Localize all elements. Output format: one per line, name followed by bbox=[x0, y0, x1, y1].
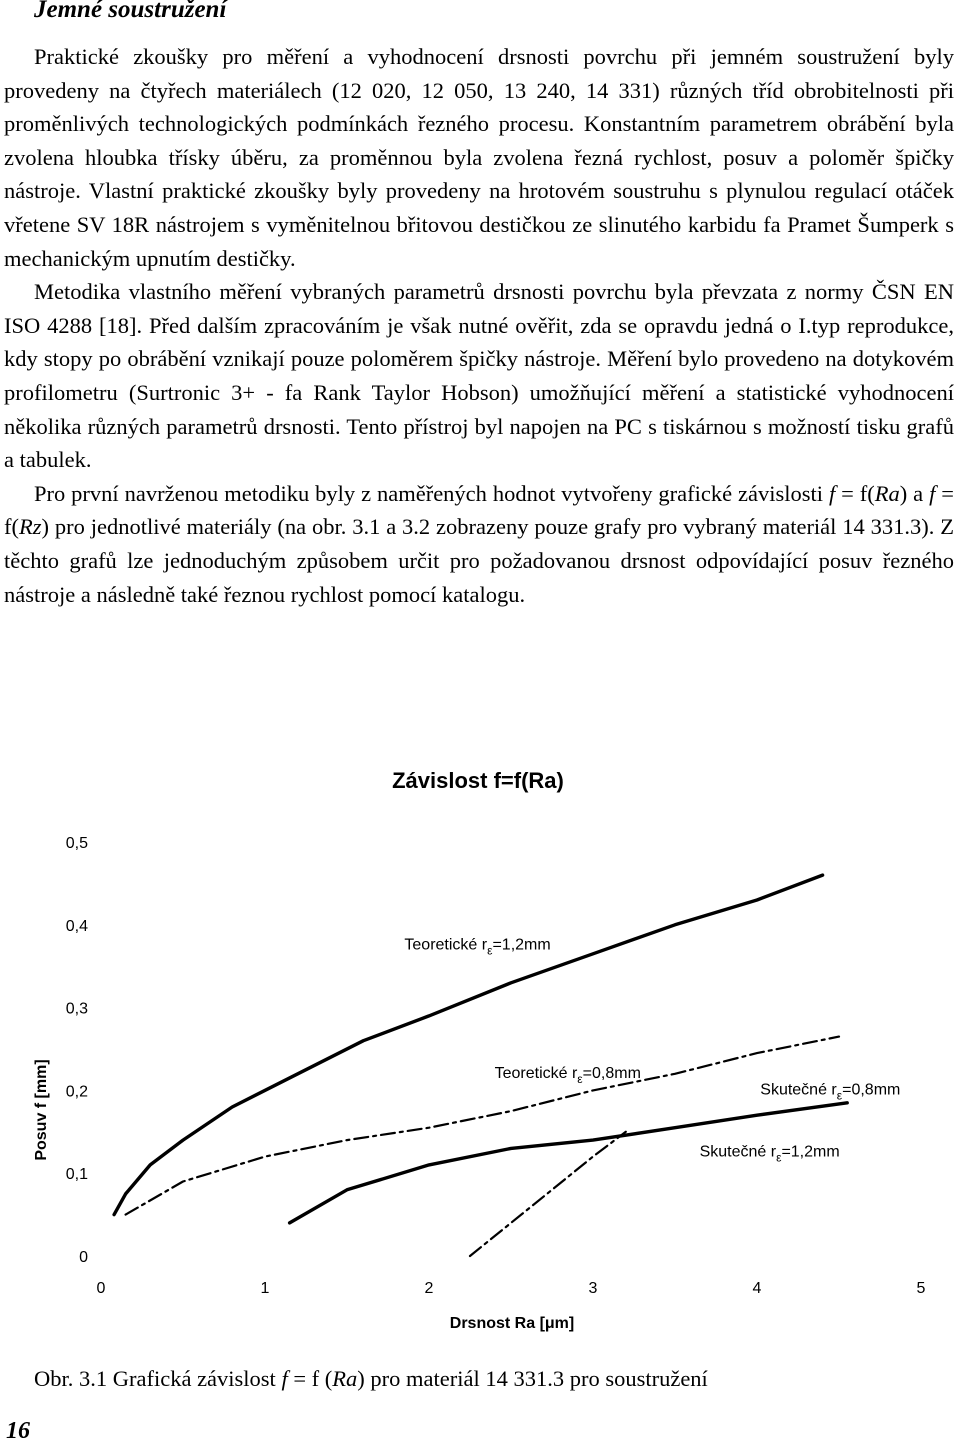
paragraph-segment: Metodika vlastního měření vybraných parametrů drsnosti povrchu byla převzata z normy ČSN EN ISO 4288 [18]. Před dalším zpracováním je však nutné ověřit, zda se opravdu jedná o I.typ reprodukce, kdy stopy po obrábění vznikají pouze poloměrem špičky nástroje. Měření bylo provedeno na dotykovém profilometru (Surtronic 3+ - fa Rank Taylor Hobson) umožňující měření a statistické vyhodnocení několika různých parametrů drsnosti. Tento přístroj byl napojen na PC s tiskárnou s možností tisku grafů a tabulek. bbox=[4, 279, 954, 473]
x-tick-label: 2 bbox=[424, 1280, 434, 1297]
x-tick-label: 4 bbox=[752, 1280, 762, 1297]
series-label-4: Skutečné $r_\varepsilon=1,2mm$ bbox=[699, 1143, 840, 1165]
x-tick-labels bbox=[97, 1280, 926, 1297]
body-text bbox=[4, 40, 954, 611]
paragraph-segment: = f( bbox=[4, 480, 954, 540]
paragraph-segment: = f( bbox=[835, 480, 875, 506]
page-number: 16 bbox=[6, 1418, 30, 1444]
paragraph-segment: ) pro jednotlivé materiály (na obr. 3.1 a 3.2 zobrazeny pouze grafy pro vybraný materiál 14 331.3). Z těchto grafů lze jednoduchým způsobem určit pro požadovanou drsnost odpovídající posuv řezného nástroje a následně také řeznou rychlost pomocí katalogu. bbox=[4, 514, 954, 607]
paragraph-segment: ) a bbox=[899, 480, 930, 506]
caption-segment: Ra bbox=[332, 1366, 358, 1391]
y-tick-label: 0,5 bbox=[65, 835, 88, 852]
figure-caption bbox=[34, 1366, 708, 1392]
x-tick-label: 1 bbox=[260, 1280, 270, 1297]
paragraph-segment: Praktické zkoušky pro měření a vyhodnocení drsnosti povrchu při jemném soustružení byly provedeny na čtyřech materiálech (12 020, 12 050, 13 240, 14 331) různých tříd obrobitelnosti při proměnlivých technologických podmínkách řezného procesu. Konstantním parametrem obrábění byla zvolena hloubka třísky úběru, za proměnnou byla zvolena řezná rychlost, posuv a poloměr špičky nástroje. Vlastní praktické zkoušky byly provedeny na hrotovém soustruhu s plynulou regulací otáček vřetene SV 18R nástrojem s vyměnitelnou břitovou destičkou ze slinutého karbidu fa Pramet Šumperk s mechanickým upnutím destičky. bbox=[4, 44, 954, 271]
series-label-1: Teoretické $r_\varepsilon=1,2mm$ bbox=[404, 936, 551, 958]
y-tick-label: 0 bbox=[79, 1249, 88, 1266]
paragraph-2 bbox=[4, 275, 954, 477]
paragraph-1 bbox=[4, 40, 954, 275]
x-tick-label: 3 bbox=[588, 1280, 598, 1297]
data-series bbox=[114, 875, 847, 1256]
series-label-3: Teoretické $r_\varepsilon=0,8mm$ bbox=[494, 1064, 641, 1086]
paragraph-segment: Pro první navrženou metodiku byly z naměřených hodnot vytvořeny grafické závislosti bbox=[34, 480, 829, 506]
y-tick-label: 0,3 bbox=[65, 1000, 88, 1018]
paragraph-segment: Rz bbox=[19, 514, 42, 540]
x-tick-label: 5 bbox=[916, 1280, 926, 1297]
x-axis-title: Drsnost Ra [μm] bbox=[449, 1315, 575, 1332]
y-tick-label: 0,2 bbox=[65, 1083, 88, 1101]
chart-f-ra bbox=[0, 760, 960, 1360]
series-label-2: Skutečné $r_\varepsilon=0,8mm$ bbox=[760, 1081, 901, 1103]
y-tick-labels bbox=[66, 835, 88, 1266]
y-tick-label: 0,1 bbox=[65, 1166, 88, 1184]
series-line-3 bbox=[290, 1103, 848, 1223]
y-axis-title: Posuv f [mm] bbox=[33, 1059, 50, 1161]
paragraph-segment: f bbox=[929, 480, 936, 506]
paragraph-3 bbox=[4, 477, 954, 611]
series-line-1 bbox=[114, 875, 823, 1215]
x-tick-label: 0 bbox=[96, 1280, 106, 1297]
section-heading: Jemné soustružení bbox=[34, 0, 227, 23]
caption-segment: = f ( bbox=[287, 1366, 333, 1391]
y-tick-label: 0,4 bbox=[65, 917, 88, 935]
chart-title: Závislost f=f(Ra) bbox=[392, 768, 564, 793]
chart-container bbox=[0, 760, 960, 1360]
paragraph-segment: Ra bbox=[874, 480, 900, 506]
paragraph-segment: f bbox=[828, 480, 836, 506]
caption-segment: Obr. 3.1 Grafická závislost bbox=[34, 1366, 282, 1391]
caption-segment: ) pro materiál 14 331.3 pro soustružení bbox=[357, 1366, 708, 1391]
caption-segment: f bbox=[281, 1366, 288, 1391]
series-line-2 bbox=[126, 1037, 839, 1215]
